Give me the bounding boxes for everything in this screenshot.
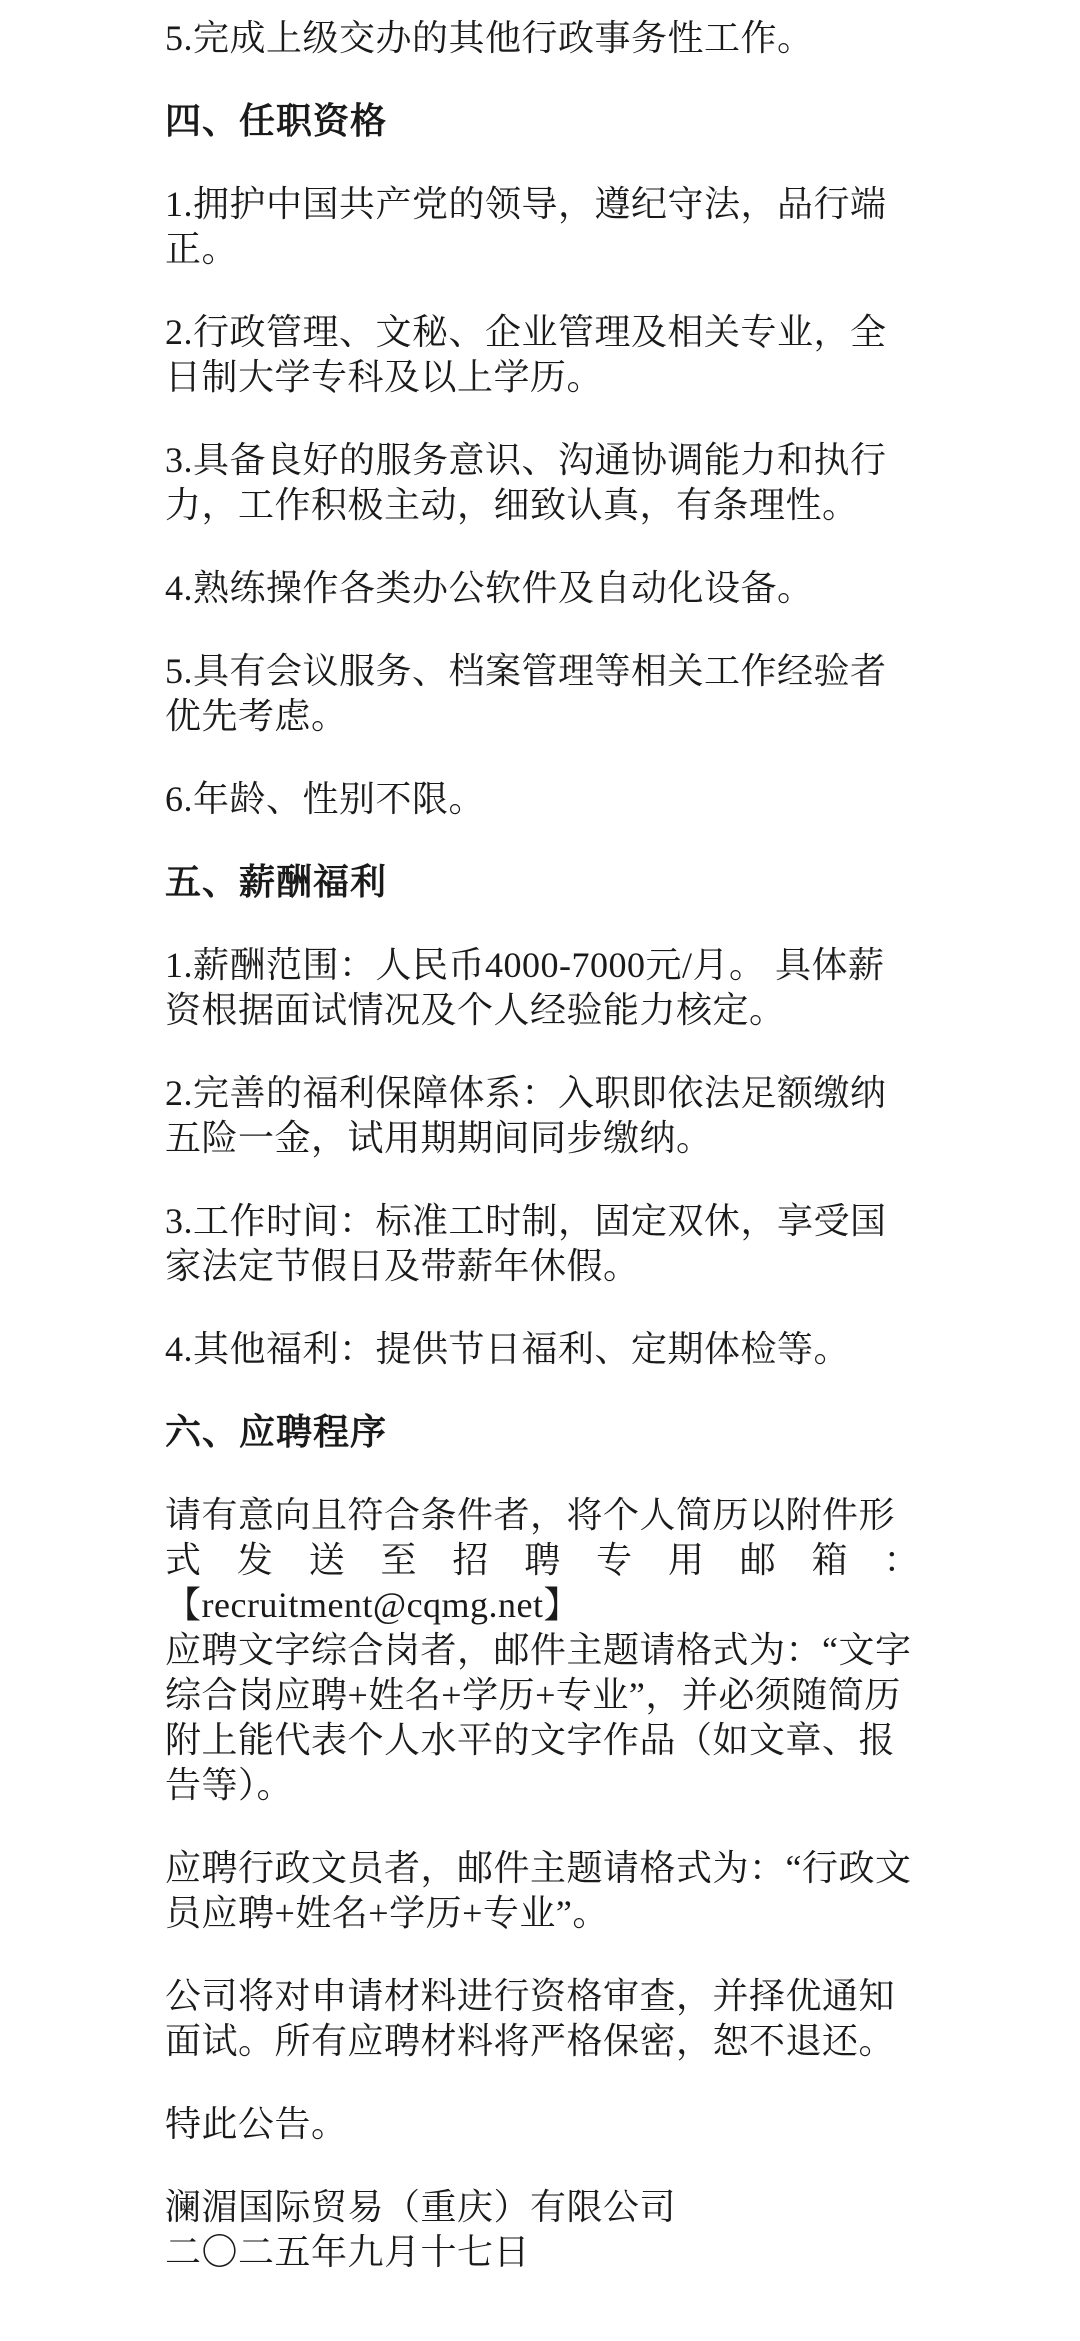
qualification-item: 4.熟练操作各类办公软件及自动化设备。 xyxy=(165,568,814,608)
benefit-item: 2.完善的福利保障体系：入职即依法足额缴纳五险一金，试用期期间同步缴纳。 xyxy=(165,1073,887,1158)
benefit-item: 1.薪酬范围：人民币4000-7000元/月。 具体薪资根据面试情况及个人经验能力核定。 xyxy=(165,945,885,1030)
admin-post-instructions: 应聘行政文员者，邮件主题请格式为：“行政文员应聘+姓名+学历+专业”。 xyxy=(165,1848,912,1933)
application-intro-line1: 请有意向且符合条件者，将个人简历以附件形 xyxy=(165,1495,896,1535)
qualification-item: 5.具有会议服务、档案管理等相关工作经验者优先考虑。 xyxy=(165,651,887,736)
application-intro-line2: 式发送至招聘专用邮箱： xyxy=(165,1540,920,1580)
duty-item-5: 5.完成上级交办的其他行政事务性工作。 xyxy=(165,18,814,58)
qualification-item: 3.具备良好的服务意识、沟通协调能力和执行力，工作积极主动，细致认真，有条理性。 xyxy=(165,440,887,525)
review-note: 公司将对申请材料进行资格审查，并择优通知面试。所有应聘材料将严格保密，恕不退还。 xyxy=(165,1976,896,2061)
application-heading: 六、应聘程序 xyxy=(165,1412,388,1453)
closing-notice: 特此公告。 xyxy=(165,2104,348,2144)
qualifications-heading: 四、任职资格 xyxy=(165,101,388,142)
qualification-item: 6.年龄、性别不限。 xyxy=(165,779,486,819)
benefit-item: 3.工作时间：标准工时制，固定双休，享受国家法定节假日及带薪年休假。 xyxy=(165,1201,887,1286)
benefit-item: 4.其他福利：提供节日福利、定期体检等。 xyxy=(165,1329,851,1369)
qualification-item: 1.拥护中国共产党的领导，遵纪守法，品行端正。 xyxy=(165,184,887,269)
benefits-heading: 五、薪酬福利 xyxy=(165,862,388,903)
writing-post-instructions: 应聘文字综合岗者，邮件主题请格式为：“文字综合岗应聘+姓名+学历+专业”，并必须随简历附上能代表个人水平的文字作品（如文章、报告等）。 xyxy=(165,1630,912,1805)
application-instructions xyxy=(165,1493,920,1808)
recruitment-email: 【recruitment@cqmg.net】 xyxy=(165,1585,581,1625)
announcement-date: 二〇二五年九月十七日 xyxy=(165,2232,531,2272)
company-name: 澜湄国际贸易（重庆）有限公司 xyxy=(165,2187,677,2227)
announcement-body xyxy=(165,0,920,2275)
signature-block xyxy=(165,2185,920,2275)
qualification-item: 2.行政管理、文秘、企业管理及相关专业，全日制大学专科及以上学历。 xyxy=(165,312,887,397)
